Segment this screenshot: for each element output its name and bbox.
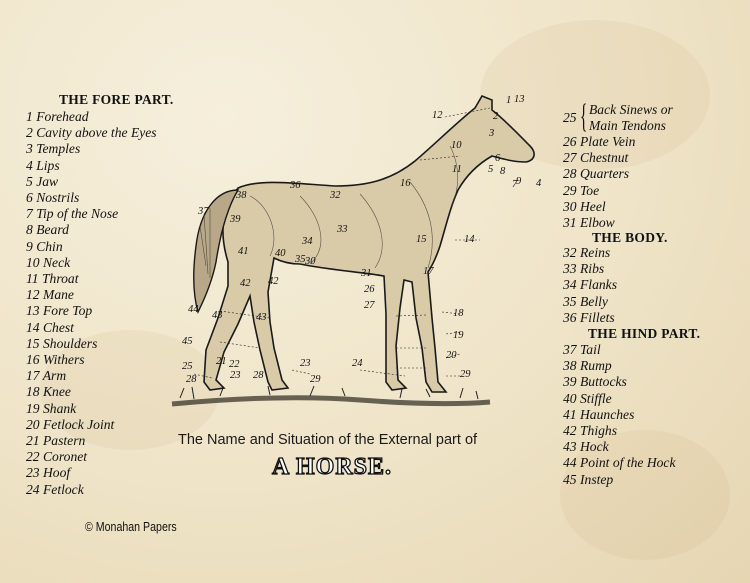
fore-part-item: 22 Coronet: [26, 449, 88, 465]
body-part-item: 33 Ribs: [563, 261, 605, 277]
fore-part-item: 31 Elbow: [563, 215, 615, 231]
fore-part-item: 12 Mane: [26, 287, 74, 303]
figure-label: 7: [512, 179, 518, 190]
figure-label: 40: [275, 248, 286, 259]
figure-label: 43: [256, 312, 267, 323]
figure-label: 17: [423, 266, 434, 277]
horse-body: [194, 96, 534, 392]
figure-label: 36: [290, 180, 301, 191]
hind-part-item: 42 Thighs: [563, 423, 618, 439]
figure-label: 29: [310, 374, 321, 385]
figure-label: 35: [295, 254, 306, 265]
figure-label: 30: [305, 256, 316, 267]
figure-label: 20: [446, 350, 457, 361]
copyright: © Monahan Papers: [85, 520, 177, 534]
fore-part-item: 4 Lips: [26, 157, 60, 173]
figure-label: 28: [253, 370, 264, 381]
fore-part-item: 9 Chin: [26, 238, 63, 254]
body-part-item: 36 Fillets: [563, 309, 615, 325]
fore-part-item: 5 Jaw: [26, 173, 59, 189]
figure-label: 10: [451, 140, 462, 151]
fore-part-item: 11 Throat: [26, 271, 79, 287]
fore-part-item: 27 Chestnut: [563, 150, 629, 166]
figure-label: 23: [300, 358, 311, 369]
fore-part-item: 16 Withers: [26, 352, 85, 368]
fore-part-item: 8 Beard: [26, 222, 69, 238]
hind-part-item: 45 Instep: [563, 471, 614, 487]
title: A HORSE.: [272, 454, 393, 480]
body-part-item: 32 Reins: [563, 245, 611, 260]
figure-label: 16: [400, 178, 411, 189]
fore-part-list: [26, 109, 157, 498]
hind-part-item: 37 Tail: [563, 342, 601, 357]
figure-label: 45: [182, 336, 193, 347]
fore-part-item: 29 Toe: [563, 182, 600, 198]
caption: The Name and Situation of the External part of: [178, 432, 478, 448]
body-list: [563, 245, 617, 326]
fore-part-item: 18 Knee: [26, 384, 71, 400]
brace-icon: {: [580, 98, 588, 135]
fore-part-item: 19 Shank: [26, 400, 77, 416]
figure-label: 6: [495, 153, 501, 164]
figure-label: 8: [500, 166, 506, 177]
item-25-line2: Main Tendons: [589, 118, 666, 133]
figure-label: 38: [236, 190, 247, 201]
body-part-item: 34 Flanks: [563, 277, 617, 293]
hind-part-item: 44 Point of the Hock: [563, 455, 676, 471]
fore-part-item: 23 Hoof: [26, 465, 71, 481]
figure-label: 33: [337, 224, 348, 235]
body-part-item: 35 Belly: [563, 293, 608, 309]
fore-part-item: 20 Fetlock Joint: [26, 416, 115, 432]
horse-illustration: [160, 86, 550, 426]
item-25-number: 25: [563, 110, 577, 125]
figure-label: 43: [212, 310, 223, 321]
fore-part-item: 7 Tip of the Nose: [26, 206, 119, 222]
figure-label: 21: [216, 356, 227, 367]
figure-label: 13: [514, 94, 525, 105]
fore-part-item: 10 Neck: [26, 254, 71, 270]
figure-label: 1: [506, 95, 512, 106]
body-heading: THE BODY.: [592, 230, 668, 245]
figure-label: 42: [268, 276, 279, 287]
fore-part-item: 26 Plate Vein: [563, 134, 636, 149]
fore-part-item: 24 Fetlock: [26, 481, 84, 497]
figure-label: 18: [453, 308, 464, 319]
fore-part-item: 21 Pastern: [26, 433, 86, 449]
hind-part-list: [563, 342, 676, 488]
figure-label: 9: [516, 176, 522, 187]
figure-label: 27: [364, 300, 375, 311]
figure-label: 26: [364, 284, 375, 295]
figure-label: 15: [416, 234, 427, 245]
item-25-line1: Back Sinews or: [589, 102, 673, 117]
figure-label: 23: [230, 370, 241, 381]
figure-label: 11: [452, 164, 462, 175]
figure-label: 12: [432, 110, 443, 121]
figure-label: 25: [182, 361, 193, 372]
fore-part-item: 1 Forehead: [26, 109, 89, 124]
fore-part-item: 14 Chest: [26, 319, 74, 335]
hind-part-heading: THE HIND PART.: [588, 326, 701, 341]
hind-part-item: 40 Stiffle: [563, 390, 612, 406]
figure-label: 4: [536, 178, 542, 189]
fore-part-item: 17 Arm: [26, 368, 67, 384]
fore-part-item: 15 Shoulders: [26, 335, 98, 351]
figure-label: 5: [488, 164, 494, 175]
figure-label: 31: [361, 268, 372, 279]
figure-label: 42: [240, 278, 251, 289]
figure-label: 29: [460, 369, 471, 380]
figure-label: 44: [188, 304, 199, 315]
figure-label: 2: [493, 111, 499, 122]
fore-part-item: 3 Temples: [26, 141, 81, 157]
figure-label: 39: [230, 214, 241, 225]
hind-part-item: 38 Rump: [563, 358, 612, 374]
hind-part-item: 43 Hock: [563, 439, 609, 455]
figure-label: 22: [229, 359, 240, 370]
fore-part-item: 2 Cavity above the Eyes: [26, 125, 157, 141]
figure-label: 24: [352, 358, 363, 369]
fore-part-item: 6 Nostrils: [26, 190, 80, 206]
fore-part-continued-list: [563, 134, 635, 231]
figure-label: 37: [198, 206, 209, 217]
hind-part-item: 41 Haunches: [563, 406, 635, 422]
figure-label: 34: [302, 236, 313, 247]
fore-part-item: 30 Heel: [563, 198, 606, 214]
hind-part-item: 39 Buttocks: [563, 374, 627, 390]
figure-label: 41: [238, 246, 249, 257]
figure-label: 32: [330, 190, 341, 201]
figure-label: 3: [489, 128, 495, 139]
fore-part-item: 28 Quarters: [563, 166, 630, 182]
figure-label: 28: [186, 374, 197, 385]
figure-label: 14: [464, 234, 475, 245]
fore-part-heading: THE FORE PART.: [59, 92, 174, 107]
figure-label: 19: [453, 330, 464, 341]
fore-part-item: 13 Fore Top: [26, 303, 93, 319]
